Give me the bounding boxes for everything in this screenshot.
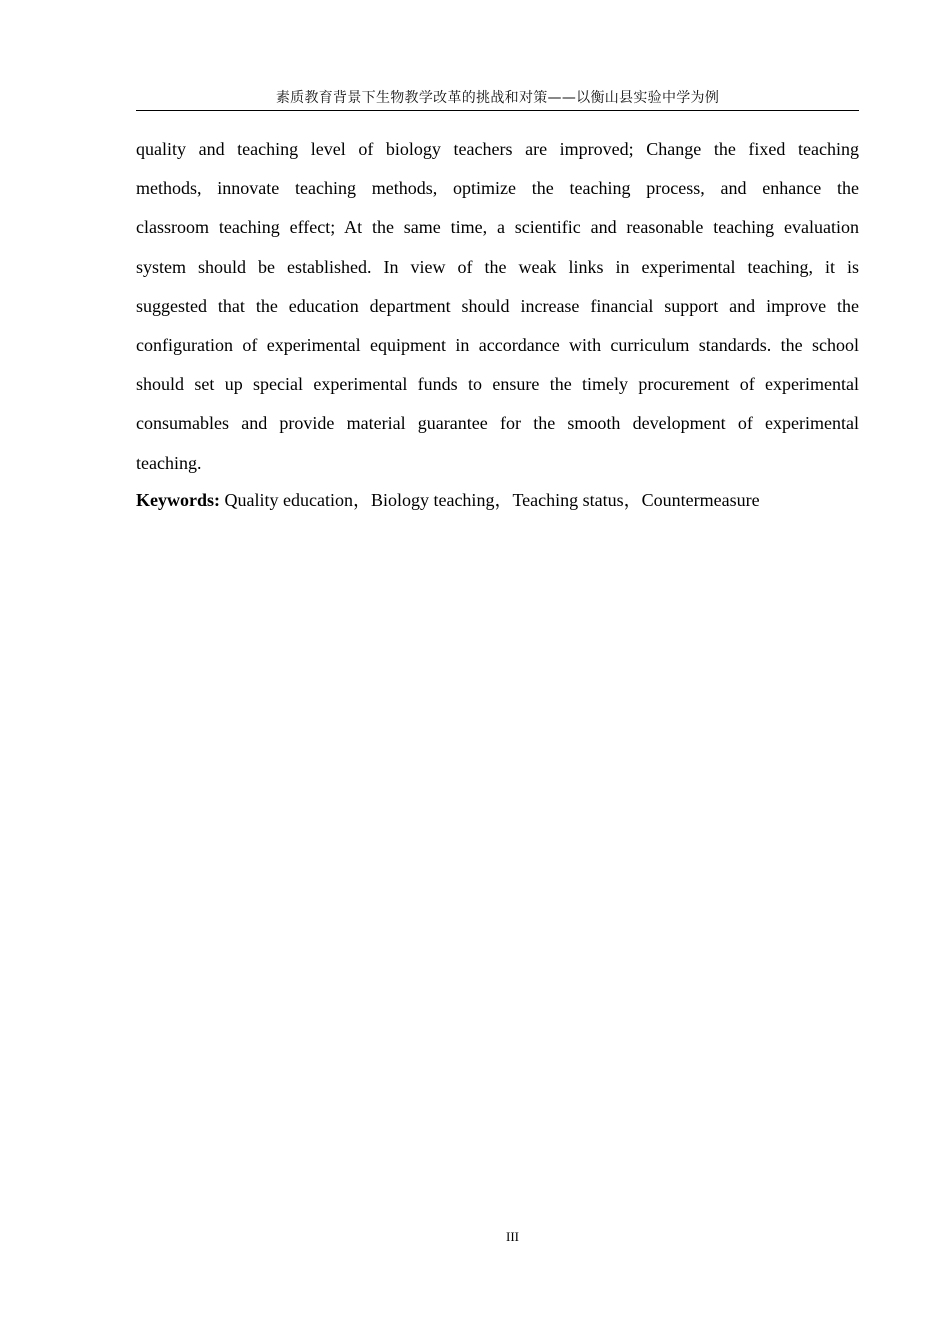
page-number: III <box>506 1229 519 1244</box>
keywords-paragraph <box>136 482 859 518</box>
keywords-label: Keywords: <box>136 490 220 510</box>
running-header-title: 素质教育背景下生物教学改革的挑战和对策——以衡山县实验中学为例 <box>275 90 720 106</box>
abstract-body <box>136 130 859 483</box>
abstract-line: suggested that the education department should increase financial support and improve the <box>136 295 859 316</box>
running-header <box>136 88 859 111</box>
abstract-line: system should be established. In view of the weak links in experimental teaching, it is <box>136 256 859 277</box>
abstract-line: configuration of experimental equipment in accordance with curriculum standards. the school <box>136 334 859 355</box>
abstract-line: consumables and provide material guarantee for the smooth development of experimental <box>136 413 859 434</box>
keywords-text: Quality education，Biology teaching，Teaching status，Countermeasure <box>220 490 760 510</box>
abstract-line: methods, innovate teaching methods, optimize the teaching process, and enhance the <box>136 178 859 199</box>
abstract-line: quality and teaching level of biology teachers are improved; Change the fixed teaching <box>136 139 859 159</box>
abstract-line: should set up special experimental funds to ensure the timely procurement of experimental <box>136 374 859 395</box>
abstract-line: teaching. <box>136 452 202 473</box>
abstract-line: classroom teaching effect; At the same time, a scientific and reasonable teaching evaluation <box>136 217 859 238</box>
